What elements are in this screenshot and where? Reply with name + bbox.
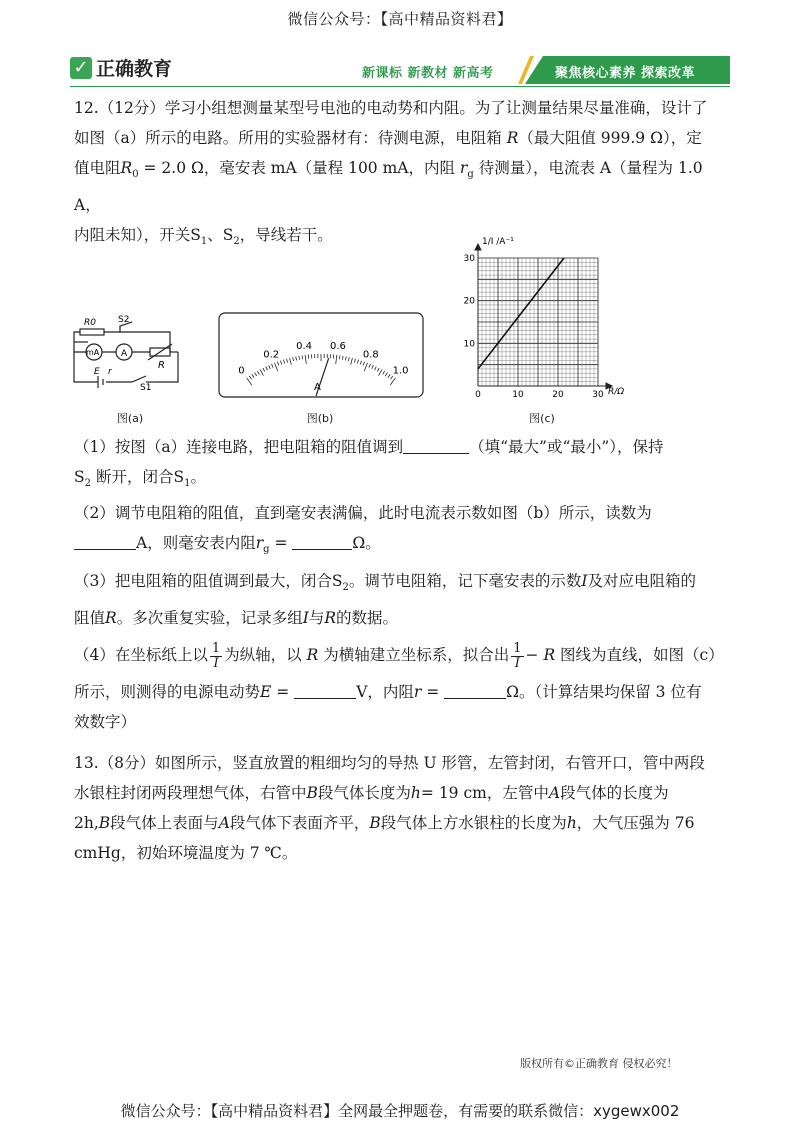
top-watermark: 微信公众号：【高中精品资料君】	[287, 10, 513, 28]
check-icon: ✓	[70, 57, 92, 79]
x-tick-label: 0	[475, 390, 481, 400]
ammeter-tick	[364, 363, 367, 371]
ammeter-tick	[266, 367, 268, 371]
chart-y-label: 1/I /A⁻¹	[482, 237, 514, 247]
ammeter-tick	[299, 356, 300, 360]
ammeter-dial	[218, 312, 424, 398]
ammeter-tick	[302, 355, 303, 359]
ammeter-tick	[391, 376, 393, 379]
caption-b: 图(b)	[306, 412, 334, 425]
y-axis-arrow	[475, 244, 481, 250]
ammeter-tick	[375, 367, 377, 371]
ammeter-tick-label: 0.2	[263, 349, 280, 361]
ammeter-tick	[257, 371, 259, 374]
x-tick-label: 30	[592, 390, 604, 400]
ammeter-tick	[305, 355, 306, 364]
q12-part3: （3）把电阻箱的阻值调到最大，闭合$S_2$。调节电阻箱，记下毫安表的示数I及对应电阻箱的 阻值R。多次重复实验，记录多组I与R的数据。	[74, 572, 697, 628]
ammeter-tick	[379, 369, 382, 375]
caption-a: 图(a)	[116, 412, 144, 425]
ammeter-tick	[296, 357, 297, 361]
ammeter-tick-label: 0.6	[329, 341, 346, 353]
q13: 13.（8分）如图所示，竖直放置的粗细均匀的导热 U 形管，左管封闭，右管开口，管中两段 水银柱封闭两段理想气体，右管中B段气体长度为h= 19 cm，左管中A段气体的长度为 2h,B段气体上表面与A段气体下表面齐平，B段气体上方水银柱的长度为h，大气压强为 76 cmHg，初始环境温度为 7 ℃。	[74, 754, 705, 862]
ammeter-tick	[385, 373, 387, 376]
slogan-left: 新课标 新教材 新高考	[362, 66, 494, 81]
ammeter-tick	[351, 358, 353, 365]
q12-part1: （1）按图（a）连接电路，把电阻箱的阻值调到 （填“最大”或“最小”），保持 $S_2$ 断开，闭合$S_1$。	[74, 438, 664, 490]
ammeter-tick	[348, 357, 349, 361]
brand-name: 正确教育	[96, 58, 173, 80]
answer-blank	[403, 437, 469, 454]
ammeter-tick	[388, 374, 390, 377]
answer-blank	[294, 682, 356, 699]
ammeter-tick	[342, 356, 343, 360]
ammeter-tick	[283, 360, 284, 364]
ammeter-tick	[354, 359, 355, 363]
ammeter-tick-label: 1.0	[392, 365, 409, 377]
x-tick-label: 10	[512, 390, 524, 400]
q12-intro: 12.（12分）学习小组想测量某型号电池的电动势和内阻。为了让测量结果尽量准确，设计了 如图（a）所示的电路。所用的实验器材有：待测电源，电阻箱 R（最大阻值 999.9 Ω），定 值电阻$R_0 = 2.0$ Ω，毫安表 mA（量程 100 mA，内阻 $r_g$ 待测量），电流表 A（量程为 1.0 A， 内阻未知），开关$S_1$、$S_2$，导线若干。	[74, 99, 708, 248]
circuit-label-S2: S2	[118, 315, 130, 325]
circuit-label-r: r	[108, 367, 112, 377]
circuit-diagram	[70, 312, 186, 392]
ammeter-tick	[357, 360, 358, 364]
y-tick-label: 20	[463, 296, 475, 307]
ammeter-tick	[272, 364, 274, 368]
ammeter-tick	[263, 368, 265, 372]
circuit-label-R0: R0	[84, 318, 96, 328]
circuit-label-E: E	[94, 367, 100, 377]
circuit-label-A: A	[121, 349, 128, 359]
bottom-watermark: 微信公众号：【高中精品资料君】全网最全押题卷，有需要的联系微信：xygewx002	[120, 1102, 680, 1120]
ammeter-tick	[369, 364, 371, 368]
ammeter-unit-label: A	[314, 382, 321, 393]
answer-blank	[74, 533, 136, 550]
ammeter-tick	[383, 371, 385, 374]
ammeter-tick	[260, 369, 263, 375]
page-header	[70, 52, 730, 86]
y-tick-label: 10	[463, 339, 475, 350]
ammeter-tick	[249, 376, 251, 379]
ammeter-tick	[277, 362, 278, 366]
y-tick-label: 30	[463, 254, 475, 264]
ammeter-tick-label: 0	[238, 365, 245, 377]
circuit-label-S1: S1	[140, 383, 152, 392]
ammeter-tick	[269, 365, 271, 369]
circuit-label-R: R	[158, 360, 165, 371]
ammeter-tick	[339, 355, 340, 359]
slogan-right: 聚焦核心素养 探索改革	[555, 66, 696, 81]
ammeter-tick	[290, 358, 292, 365]
x-tick-label: 20	[552, 390, 564, 400]
circuit-label-mA: mA	[86, 348, 100, 357]
ammeter-tick	[345, 357, 346, 361]
brand-logo	[70, 54, 172, 81]
graph-c	[458, 236, 638, 404]
ammeter-tick	[377, 368, 379, 372]
ammeter-tick-label: 0.8	[362, 349, 379, 361]
ammeter-tick	[274, 363, 277, 371]
header-divider	[70, 86, 730, 87]
ammeter-tick	[363, 362, 364, 366]
ammeter-tick	[280, 361, 281, 365]
ammeter-tick	[252, 374, 254, 377]
ammeter-tick	[360, 361, 361, 365]
caption-c: 图(c)	[529, 412, 555, 425]
ammeter-tick-label: 0.4	[296, 341, 313, 353]
ammeter-tick	[336, 355, 337, 364]
answer-blank	[444, 682, 506, 699]
ammeter-tick	[287, 359, 288, 363]
copyright-notice: 版权所有©正确教育 侵权必究！	[520, 1057, 678, 1070]
answer-blank	[292, 533, 352, 550]
q12-part4: （4）在坐标纸上以 $\frac{1}{I}$ 为纵轴，以 R 为横轴建立坐标系，拟合出 $\frac{1}{I}$ − R 图线为直线，如图（c） 所示，则测得的电源电动势E = V，内阻r = Ω。（计算结果均保留 3 位有 效数字）	[74, 640, 724, 731]
ammeter-tick	[255, 373, 257, 376]
q12-part2: （2）调节电阻箱的阻值，直到毫安表满偏，此时电流表示数如图（b）所示，读数为 A，则毫安表内阻$r_g = \Omega$。	[74, 504, 652, 556]
ammeter-tick	[372, 365, 374, 369]
chart-x-label: R/Ω	[608, 387, 625, 397]
ammeter-tick	[293, 357, 294, 361]
